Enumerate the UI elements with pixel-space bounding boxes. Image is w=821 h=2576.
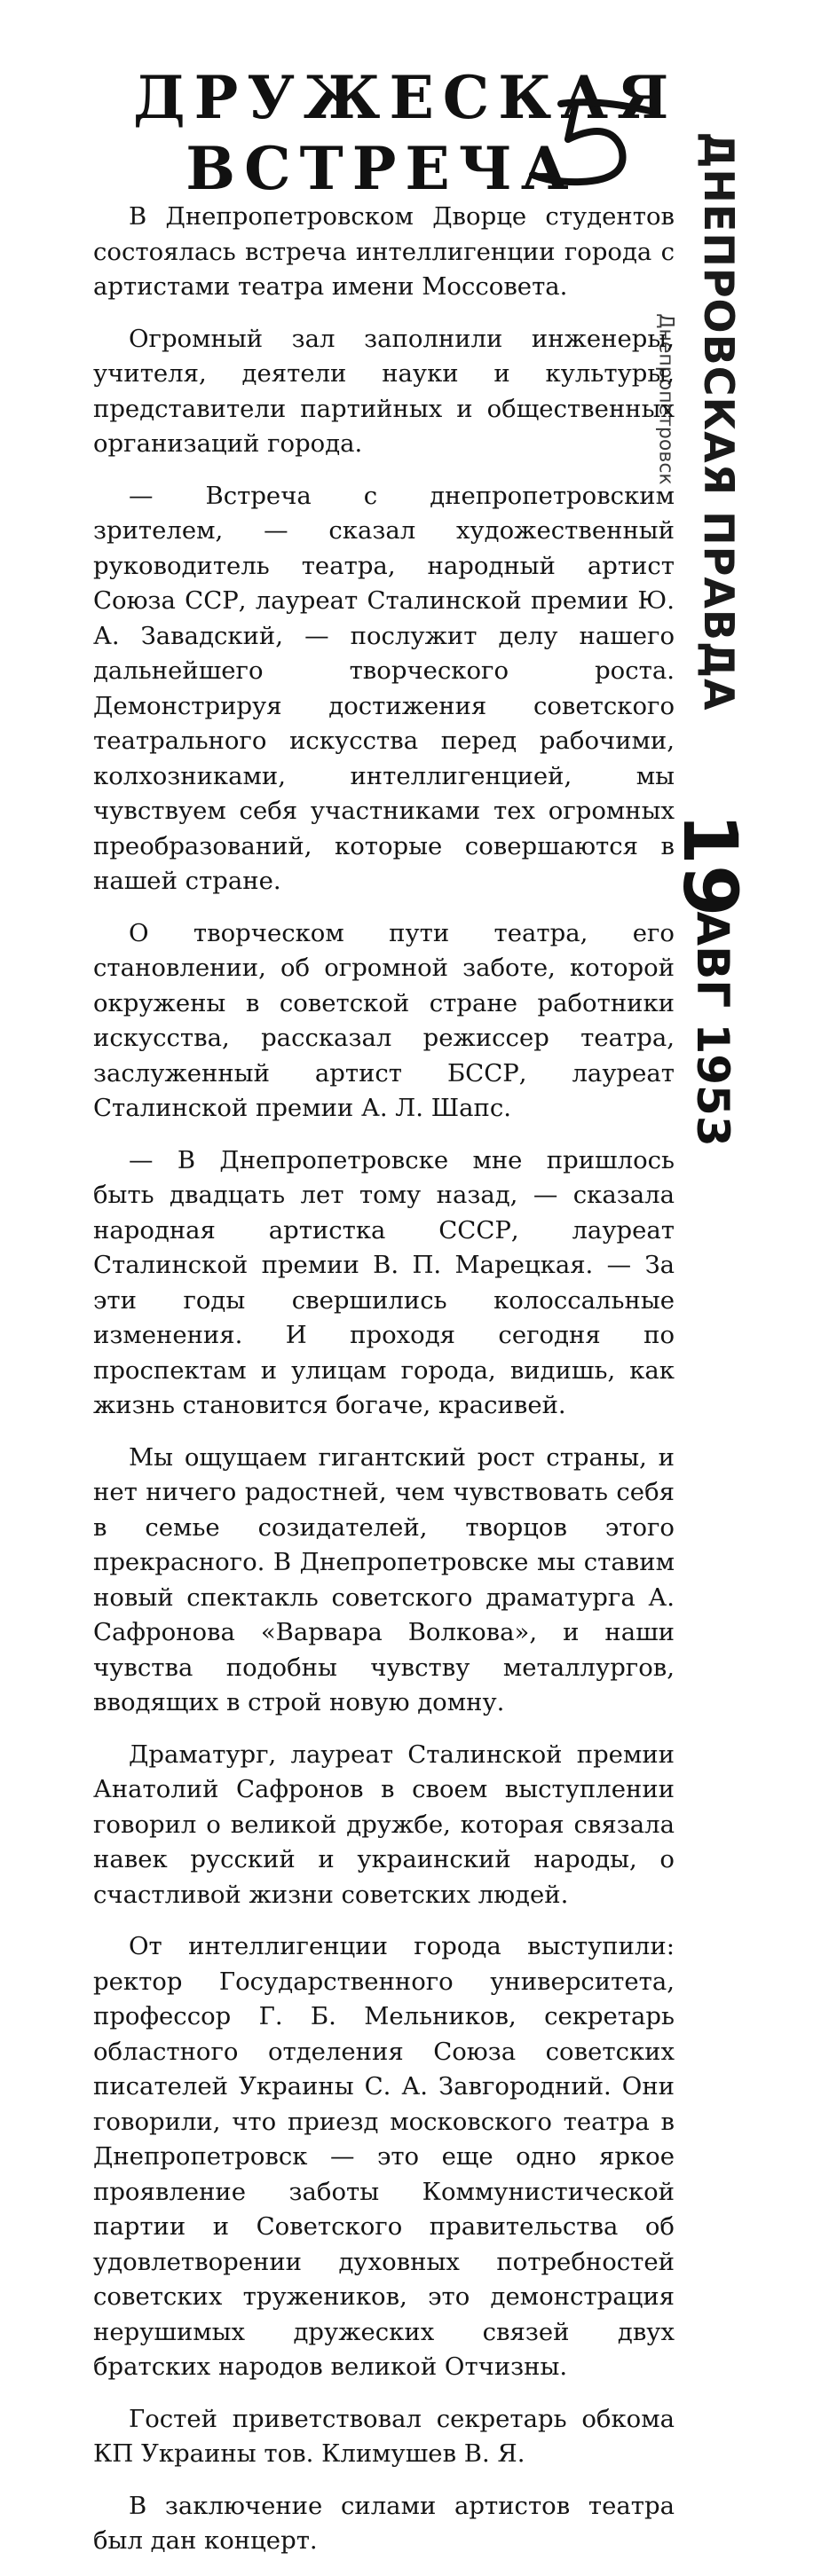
- article-paragraph: Гостей приветствовал секретарь обкома КП Украины тов. Климушев В. Я.: [93, 2404, 675, 2468]
- headline-line-2: ВСТРЕЧА: [186, 134, 578, 203]
- article-paragraph: От интеллигенции города выступили: ректор Государственного университета, профессор Г. Б. Мельников, секретарь областного отделения Союза советских писателей Украины С. А. Завгородний. Они говорили, что приезд московского театра в Днепропетровск — это еще одно яркое проявление заботы Коммунистической партии и Советского правительства об удовлетворении духовных потребностей советских тружеников, это демонстрация нерушимых дружеских связей двух братских народов великой Отчизны.: [93, 1932, 675, 2381]
- article-paragraph: — Встреча с днепропетровским зрителем, — сказал художественный руководитель театра, народный артист Союза ССР, лауреат Сталинской премии Ю. А. Завадский, — послужит делу нашего дальнейшего творческого роста. Демонстрируя достижения советского театрального искусства перед рабочими, колхозниками, интеллигенцией, мы чувствуем себя участниками тех огромных преобразований, которые совершаются в нашей стране.: [93, 481, 675, 895]
- article-paragraph: Драматург, лауреат Сталинской премии Анатолий Сафронов в своем выступлении говорил о великой дружбе, которая связала навек русский и украинский народы, о счастливой жизни советских людей.: [93, 1740, 675, 1909]
- article-paragraph: В заключение силами артистов театра был дан концерт.: [93, 2491, 675, 2555]
- article-body: [93, 200, 675, 2576]
- date-month-year: АВГ 1953: [686, 911, 738, 1147]
- date-day: 19: [667, 813, 754, 917]
- city-name: Днепропетровск: [654, 313, 677, 485]
- headline-line-1: ДРУЖЕСКАЯ: [133, 63, 678, 132]
- article-paragraph: В Днепропетровском Дворце студентов состоялась встреча интеллигенции города с артистами театра имени Моссовета.: [93, 202, 675, 301]
- date-day-stamp: [667, 812, 754, 918]
- newspaper-name: ДНЕПРОВСКАЯ ПРАВДА: [695, 131, 743, 711]
- newspaper-name-stamp: [692, 131, 746, 711]
- date-month-year-stamp: [679, 911, 746, 1147]
- article-paragraph: О творческом пути театра, его становлении, об огромной заботе, которой окружены в советской стране работники искусства, рассказал режиссер театра, заслуженный артист БССР, лауреат Сталинской премии А. Л. Шапс.: [93, 918, 675, 1122]
- article-paragraph: Мы ощущаем гигантский рост страны, и нет ничего радостней, чем чувствовать себя в семье созидателей, творцов этого прекрасного. В Днепропетровске мы ставим новый спектакль советского драматурга А. Сафронова «Варвара Волкова», и наши чувства подобны чувству металлургов, вводящих в строй новую домну.: [93, 1442, 675, 1716]
- article-paragraph: Огромный зал заполнили инженеры, учителя, деятели науки и культуры, представители партийных и общественных организаций города.: [93, 324, 675, 458]
- handwritten-number-mark: [525, 93, 659, 191]
- article-paragraph: — В Днепропетровске мне пришлось быть двадцать лет тому назад, — сказала народная артистка СССР, лауреат Сталинской премии В. П. Марецкая. — За эти годы свершились колоссальные изменения. И проходя сегодня по проспектам и улицам города, видишь, как жизнь становится богаче, красивей.: [93, 1145, 675, 1419]
